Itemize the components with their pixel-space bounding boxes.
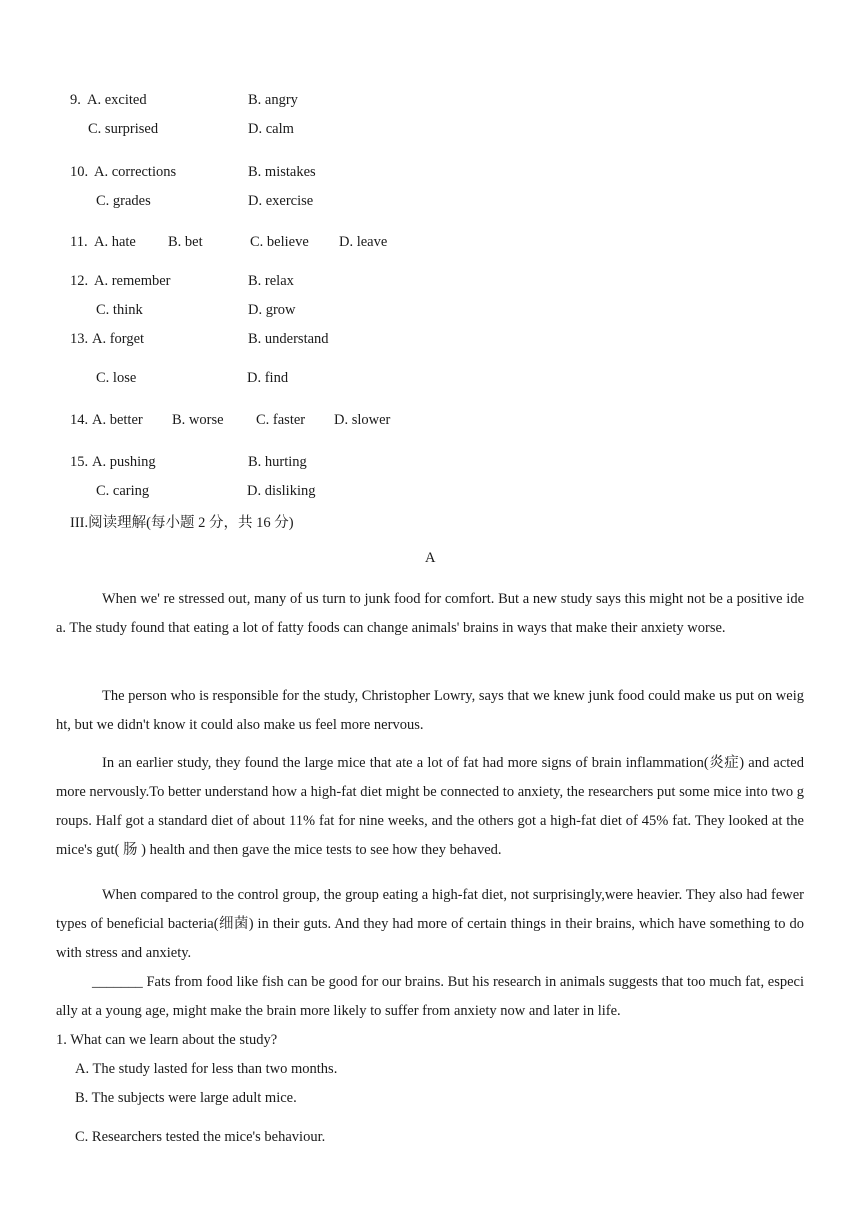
question-number: 14. (70, 412, 89, 428)
passage-paragraph-5: _______ Fats from food like fish can be good for our brains. But his research in animals suggests that too much fat, especially at a young age, might make the brain more likely to suffer from anxiety now and later in life. (56, 974, 804, 1019)
question-number: 9. (70, 92, 81, 108)
passage-paragraph-4: When compared to the control group, the group eating a high-fat diet, not surprisingly,were heavier. They also had fewer types of beneficial bacteria(细菌) in their guts. And they had more of certain things in their brains, which have something to do with stress and anxiety. (56, 887, 804, 961)
option-b: B. understand (248, 331, 329, 347)
question-number: 11. (70, 234, 88, 250)
option-c: C. surprised (88, 121, 159, 137)
option-b: B. relax (248, 273, 294, 289)
section-heading: III.阅读理解(每小题 2 分，共 16 分) (70, 515, 294, 531)
option-b: B. worse (172, 412, 224, 428)
option-d: D. calm (248, 121, 294, 137)
option-b: B. hurting (248, 454, 307, 470)
option-a: A. corrections (94, 164, 177, 180)
option-a: A. forget (92, 331, 145, 347)
option-b: B. angry (248, 92, 298, 108)
question-number: 15. (70, 454, 89, 470)
option-d: D. slower (334, 412, 391, 428)
passage-paragraph-1: When we' re stressed out, many of us turn to junk food for comfort. But a new study says this might not be a positive idea. The study found that eating a lot of fatty foods can change animals' brains in ways that make their anxiety worse. (56, 591, 804, 636)
passage-label: A (425, 550, 436, 566)
option-a: A. pushing (92, 454, 156, 470)
option-d: D. find (247, 370, 289, 386)
question-number: 10. (70, 164, 89, 180)
option-b: B. bet (168, 234, 203, 250)
option-c: C. lose (96, 370, 137, 386)
answer-option-a: A. The study lasted for less than two months. (75, 1061, 338, 1077)
answer-option-c: C. Researchers tested the mice's behaviour. (75, 1129, 326, 1145)
option-c: C. think (96, 302, 143, 318)
option-a: A. remember (94, 273, 171, 289)
option-d: D. grow (248, 302, 296, 318)
option-d: D. exercise (248, 193, 314, 209)
option-c: C. grades (96, 193, 151, 209)
passage-paragraph-3: In an earlier study, they found the large mice that ate a lot of fat had more signs of brain inflammation(炎症) and acted more nervously.To better understand how a high-fat diet might be connected to anxiety, the researchers put some mice into two groups. Half got a standard diet of about 11% fat for nine weeks, and the others got a high-fat diet of 45% fat. They looked at the mice's gut( 肠 ) health and then gave the mice tests to see how they behaved. (56, 755, 804, 858)
option-c: C. believe (250, 234, 309, 250)
option-d: D. disliking (247, 483, 316, 499)
option-b: B. mistakes (248, 164, 316, 180)
option-c: C. faster (256, 412, 306, 428)
answer-option-b: B. The subjects were large adult mice. (75, 1090, 297, 1106)
question-stem: 1. What can we learn about the study? (56, 1032, 278, 1048)
question-number: 12. (70, 273, 89, 289)
option-c: C. caring (96, 483, 150, 499)
option-a: A. excited (87, 92, 147, 108)
option-a: A. hate (94, 234, 136, 250)
passage-paragraph-2: The person who is responsible for the study, Christopher Lowry, says that we knew junk food could make us put on weight, but we didn't know it could also make us feel more nervous. (56, 688, 804, 733)
question-number: 13. (70, 331, 89, 347)
option-a: A. better (92, 412, 143, 428)
option-d: D. leave (339, 234, 388, 250)
